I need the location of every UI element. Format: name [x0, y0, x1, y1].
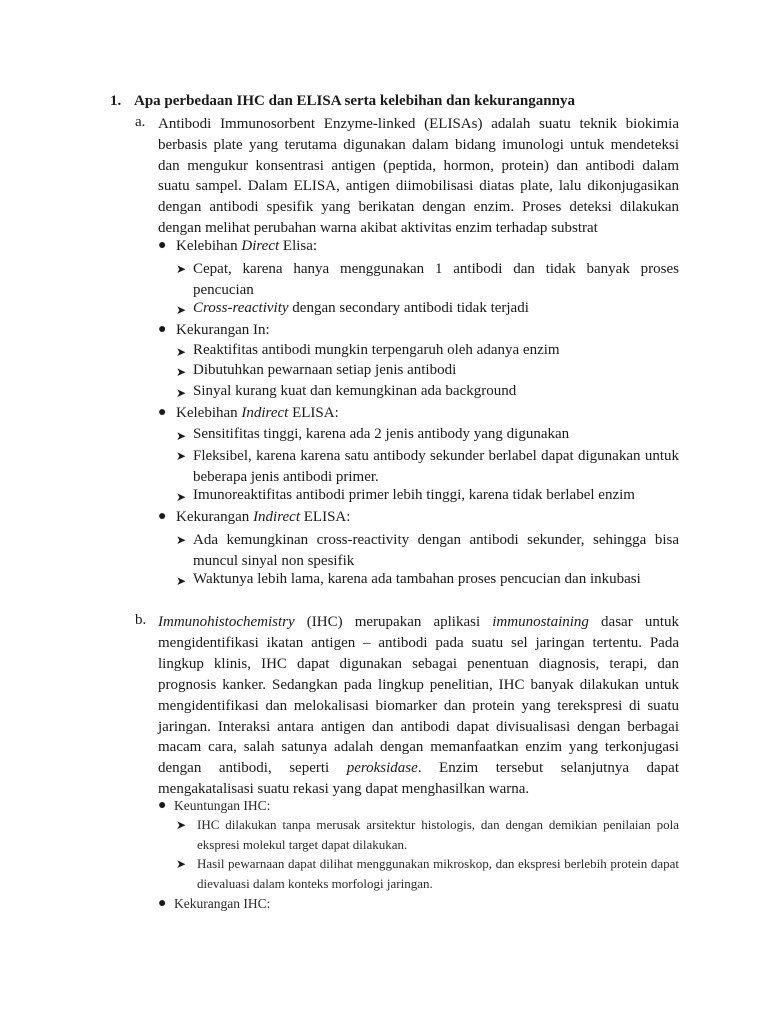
section-a-letter: a. — [135, 114, 146, 130]
arrow-icon: ➤ — [176, 365, 187, 379]
list-item: Waktunya lebih lama, karena ada tambahan proses pencucian dan inkubasi — [193, 571, 641, 587]
section-b-letter: b. — [135, 612, 147, 628]
group-label-kekurangan-ihc: Kekurangan IHC: — [174, 896, 271, 911]
bullet-icon: ● — [158, 238, 167, 253]
list-item: Ada kemungkinan cross-reactivity dengan antibodi sekunder, sehingga bisa muncul sinyal non spesifik — [193, 532, 679, 569]
arrow-icon: ➤ — [176, 818, 187, 832]
arrow-icon: ➤ — [176, 574, 187, 588]
list-item: Hasil pewarnaan dapat dilihat menggunakan mikroskop, dan ekspresi berlebih protein dapat dievaluasi dalam konteks morfologi jaringan. — [197, 856, 679, 891]
list-item: Fleksibel, karena karena satu antibody sekunder berlabel dapat digunakan untuk beberapa jenis antibodi primer. — [193, 448, 679, 485]
list-item: Imunoreaktifitas antibodi primer lebih tinggi, karena tidak berlabel enzim — [193, 487, 635, 503]
arrow-icon: ➤ — [176, 490, 187, 504]
bullet-icon: ● — [158, 405, 167, 420]
list-item: Cepat, karena hanya menggunakan 1 antibodi dan tidak banyak proses pencucian — [193, 261, 679, 298]
list-item: IHC dilakukan tanpa merusak arsitektur histologis, dan dengan demikian penilaian pola ekspresi molekul target dapat dilakukan. — [197, 817, 679, 852]
list-item: Reaktifitas antibodi mungkin terpengaruh oleh adanya enzim — [193, 342, 560, 358]
group-label-kelebihan-direct: Kelebihan Direct Elisa: — [176, 238, 318, 254]
group-label-keuntungan-ihc: Keuntungan IHC: — [174, 798, 271, 813]
arrow-icon: ➤ — [176, 429, 187, 443]
bullet-icon: ● — [158, 322, 167, 337]
bullet-icon: ● — [158, 509, 167, 524]
bullet-icon: ● — [158, 896, 167, 911]
group-label-kekurangan-indirect: Kekurangan Indirect ELISA: — [176, 509, 351, 525]
arrow-icon: ➤ — [176, 533, 187, 547]
list-item: Dibutuhkan pewarnaan setiap jenis antibodi — [193, 362, 457, 378]
arrow-icon: ➤ — [176, 262, 187, 276]
arrow-icon: ➤ — [176, 386, 187, 400]
arrow-icon: ➤ — [176, 345, 187, 359]
list-item: Sinyal kurang kuat dan kemungkinan ada background — [193, 383, 517, 399]
question-title: Apa perbedaan IHC dan ELISA serta kelebihan dan kekurangannya — [134, 93, 575, 109]
question-number: 1. — [110, 93, 122, 109]
section-a-paragraph: Antibodi Immunosorbent Enzyme-linked (ELISAs) adalah suatu teknik biokimia berbasis plate yang terutama digunakan dalam bidang imunologi untuk mendeteksi dan mengukur konsentrasi antigen (peptida, hormon, protein) dan antibodi dalam suatu sampel. Dalam ELISA, antigen diimobilisasi diatas plate, lalu dikonjugasikan dengan antibodi spesifik yang berikatan dengan enzim. Proses deteksi dilakukan dengan melihat perubahan warna akibat aktivitas enzim terhadap substrat — [158, 116, 679, 236]
section-b-paragraph: Immunohistochemistry (IHC) merupakan aplikasi immunostaining dasar untuk mengidentifikasi ikatan antigen – antibodi pada suatu sel jaringan tertentu. Pada lingkup klinis, IHC dapat digunakan sebagai penentuan diagnosis, terapi, dan prognosis kanker. Sedangkan pada lingkup penelitian, IHC banyak dilakukan untuk mengidentifikasi dan melokalisasi biomarker dan protein yang terekspresi di suatu jaringan. Interaksi antara antigen dan antibodi dapat divisualisasi dengan berbagai macam cara, salah satunya adalah dengan memanfaatkan enzim yang terkonjugasi dengan antibodi, seperti peroksidase. Enzim tersebut selanjutnya dapat mengakatalisasi suatu rekasi yang dapat menghasilkan warna. — [158, 614, 679, 798]
list-item: Sensitifitas tinggi, karena ada 2 jenis antibody yang digunakan — [193, 426, 570, 442]
arrow-icon: ➤ — [176, 449, 187, 463]
list-item: Cross-reactivity dengan secondary antibodi tidak terjadi — [193, 300, 529, 316]
bullet-icon: ● — [158, 798, 167, 813]
arrow-icon: ➤ — [176, 303, 187, 317]
group-label-kekurangan-in: Kekurangan In: — [176, 322, 270, 338]
arrow-icon: ➤ — [176, 857, 187, 871]
group-label-kelebihan-indirect: Kelebihan Indirect ELISA: — [176, 405, 339, 421]
